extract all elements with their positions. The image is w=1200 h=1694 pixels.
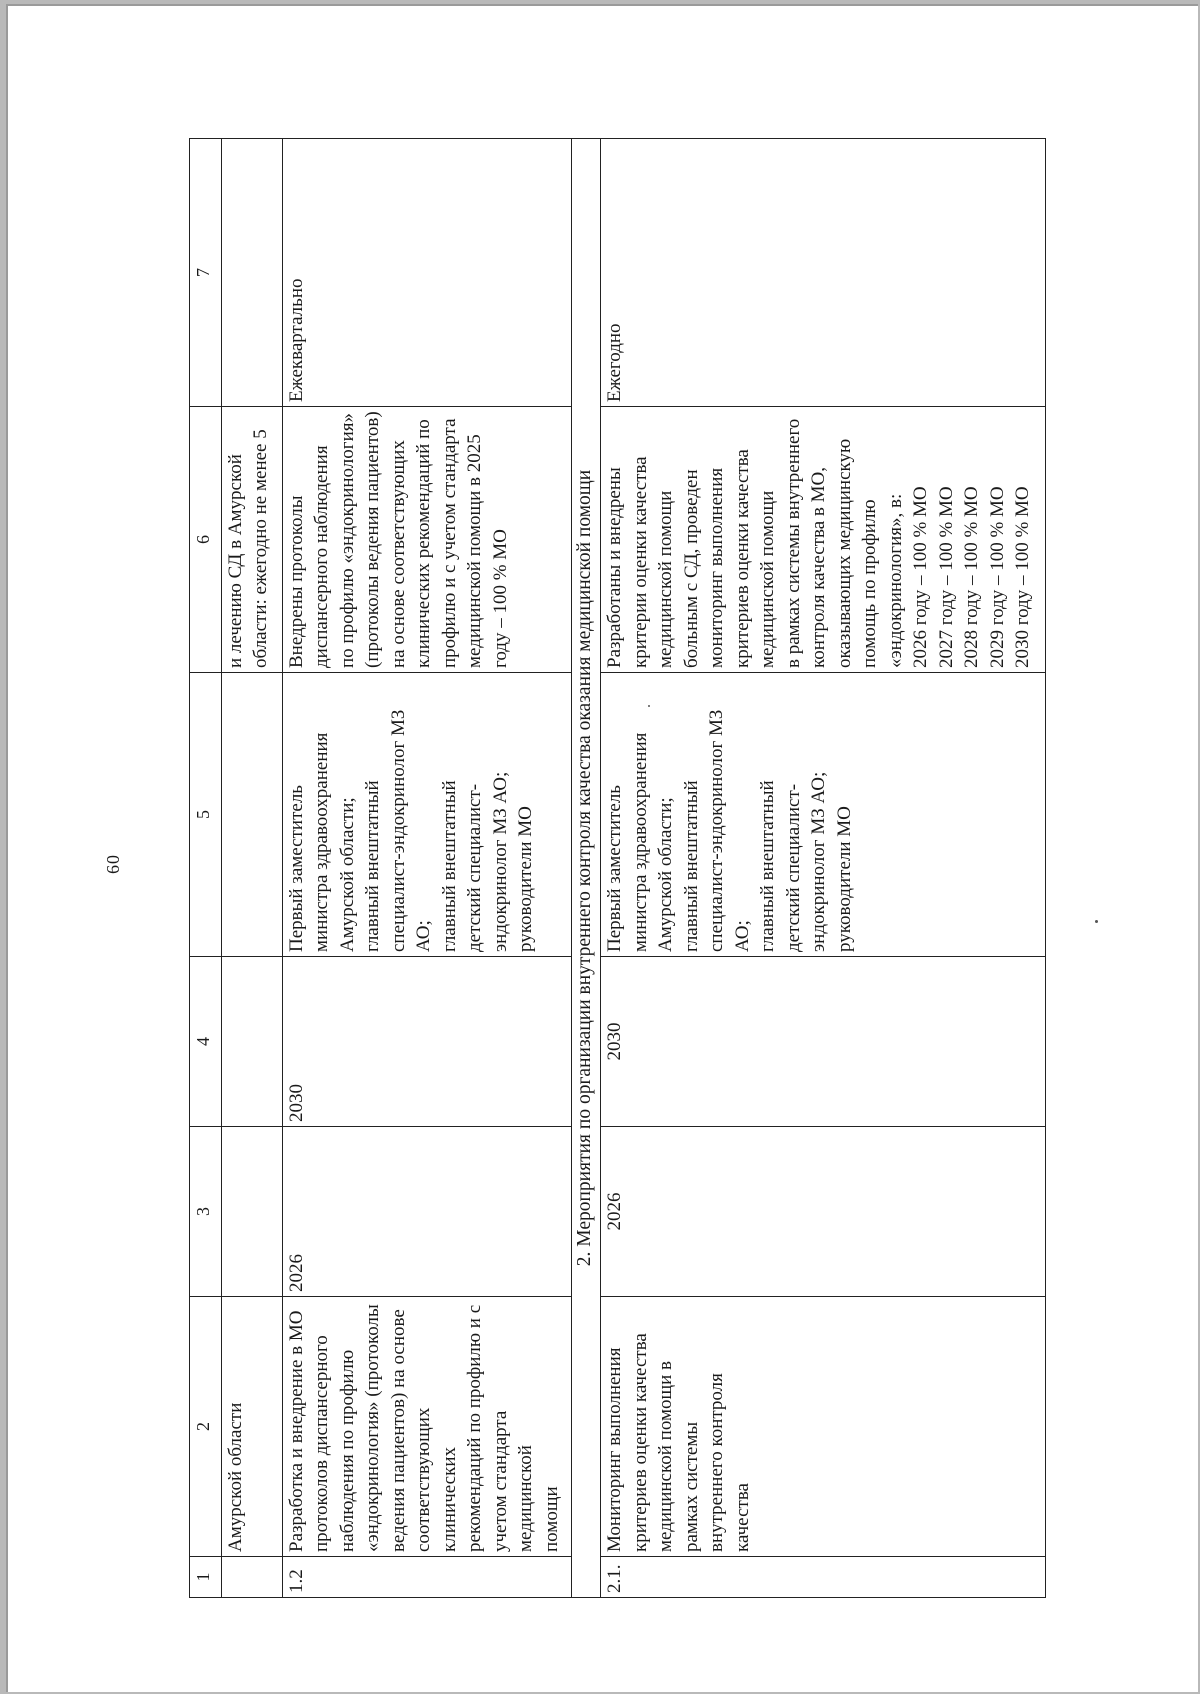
header-col-3: 3 — [190, 1127, 222, 1297]
cell-result: Внедрены протоколы диспансерного наблюдения по профилю «эндокринология» (протоколы ведения пациентов) на основе соответствующих клинических рекомендаций по профилю и с учетом стандарта медицинской помощи в 2025 году – 100 % МО — [282, 407, 571, 673]
table-row — [601, 139, 1046, 1598]
cell-measure: Мониторинг выполнения критериев оценки качества медицинской помощи в рамках системы внутреннего контроля качества — [601, 1297, 1046, 1557]
scan-speck — [648, 705, 650, 707]
cell-number: 2.1. — [601, 1557, 1046, 1598]
cell-number — [221, 1557, 282, 1598]
page-number: 60 — [103, 854, 123, 874]
cell-number: 1.2 — [282, 1557, 571, 1598]
header-col-6: 6 — [190, 407, 222, 673]
table-row — [221, 139, 282, 1598]
cell-result: и лечению СД в Амурской области: ежегодно не менее 5 — [221, 407, 282, 673]
cell-start-year: 2026 — [282, 1127, 571, 1297]
cell-frequency: Ежеквартально — [282, 139, 571, 407]
header-row — [190, 139, 222, 1598]
cell-frequency: Ежегодно — [601, 139, 1046, 407]
cell-responsible: Первый заместитель министра здравоохранения Амурской области; главный внештатный специалист-эндокринолог МЗ АО; главный внештатный детский специалист- эндокринолог МЗ АО; руководители МО — [601, 673, 1046, 957]
cell-end-year: 2030 — [282, 957, 571, 1127]
cell-start-year: 2026 — [601, 1127, 1046, 1297]
cell-end-year: 2030 — [601, 957, 1046, 1127]
measures-table — [189, 138, 1046, 1598]
header-col-5: 5 — [190, 673, 222, 957]
rotated-table-container — [189, 139, 1046, 1598]
header-col-1: 1 — [190, 1557, 222, 1598]
cell-frequency — [221, 139, 282, 407]
section-heading: 2. Мероприятия по организации внутреннего контроля качества оказания медицинской помощи — [571, 139, 601, 1598]
cell-responsible — [221, 673, 282, 957]
document-page — [6, 4, 1198, 1692]
cell-end-year — [221, 957, 282, 1127]
header-col-4: 4 — [190, 957, 222, 1127]
header-col-7: 7 — [190, 139, 222, 407]
header-col-2: 2 — [190, 1297, 222, 1557]
scan-speck — [1095, 920, 1098, 923]
cell-start-year — [221, 1127, 282, 1297]
cell-measure: Амурской области — [221, 1297, 282, 1557]
section-row — [571, 139, 601, 1598]
cell-responsible: Первый заместитель министра здравоохранения Амурской области; главный внештатный специалист-эндокринолог МЗ АО; главный внештатный детский специалист- эндокринолог МЗ АО; руководители МО — [282, 673, 571, 957]
cell-result: Разработаны и внедрены критерии оценки качества медицинской помощи больным с СД, проведен мониторинг выполнения критериев оценки качества медицинской помощи в рамках системы внутреннего контроля качества в МО, оказывающих медицинскую помощь по профилю «эндокринология», в: 2026 году – 100 % МО 2027 году – 100 % МО 2028 году – 100 % МО 2029 году – 100 % МО 2030 году – 100 % МО — [601, 407, 1046, 673]
table-row — [282, 139, 571, 1598]
cell-measure: Разработка и внедрение в МО протоколов диспансерного наблюдения по профилю «эндокринология» (протоколы ведения пациентов) на основе соответствующих клинических рекомендаций по профилю и с учетом стандарта медицинской помощи — [282, 1297, 571, 1557]
